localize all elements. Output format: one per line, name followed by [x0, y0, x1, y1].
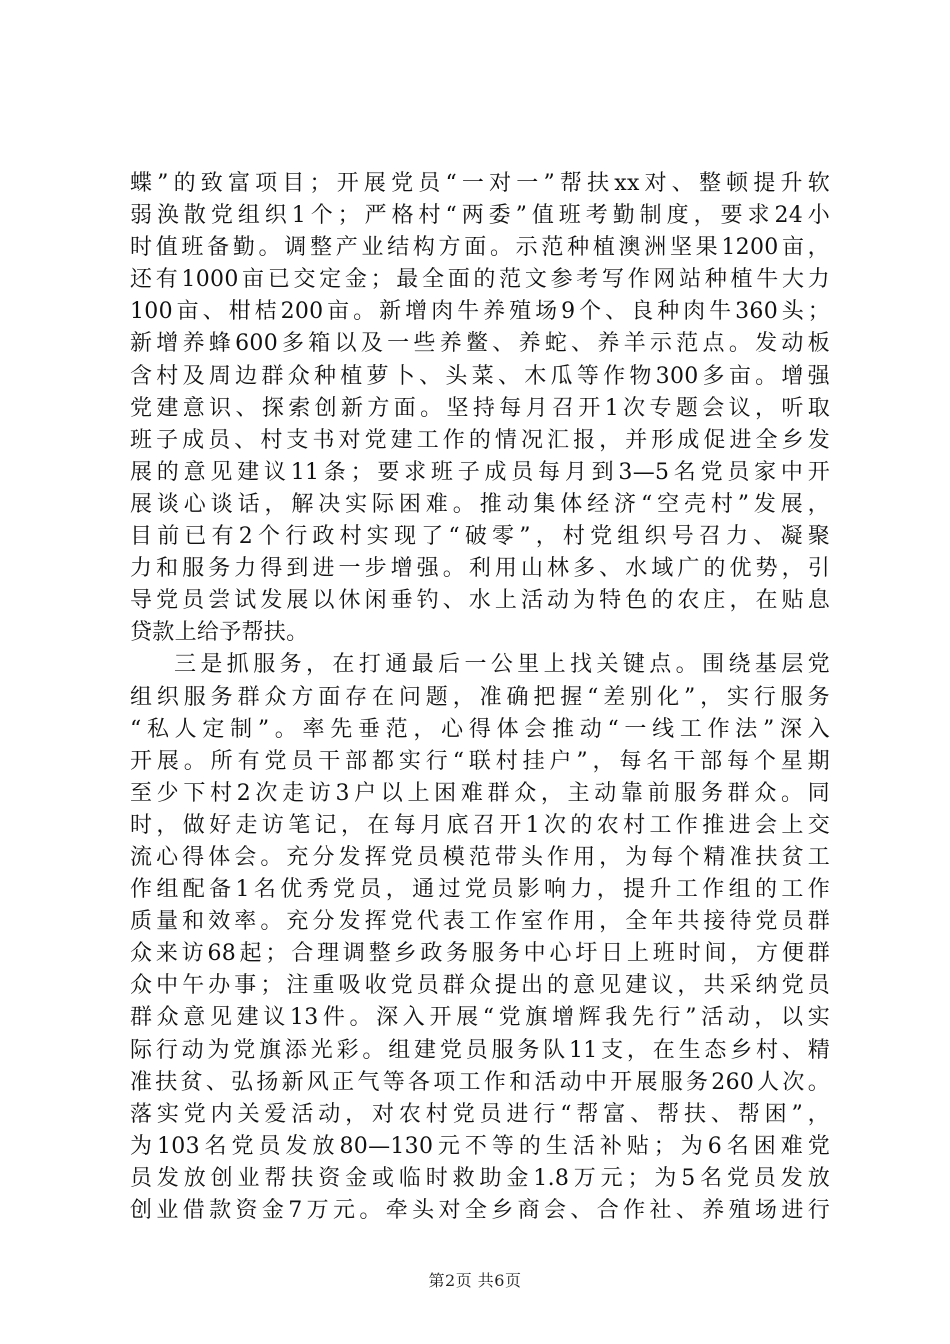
- text-line: 群众意见建议13件。深入开展“党旗增辉我先行”活动，以实: [130, 1005, 830, 1031]
- text-line: 至少下村2次走访3户以上困难群众，主动靠前服务群众。同: [130, 780, 830, 806]
- text-line: 开展。所有党员干部都实行“联村挂户”，每名干部每个星期: [130, 748, 830, 774]
- text-line: 展谈心谈话，解决实际困难。推动集体经济“空壳村”发展，: [130, 491, 830, 517]
- text-line: 众中午办事；注重吸收党员群众提出的意见建议，共采纳党员: [130, 973, 830, 999]
- text-line: 新增养蜂600多箱以及一些养鳖、养蛇、养羊示范点。发动板: [130, 331, 830, 357]
- text-line: 党建意识、探索创新方面。坚持每月召开1次专题会议，听取: [130, 395, 830, 421]
- text-line: 作组配备1名优秀党员，通过党员影响力，提升工作组的工作: [130, 877, 830, 903]
- text-line: 时，做好走访笔记，在每月底召开1次的农村工作推进会上交: [130, 812, 830, 838]
- text-line: 目前已有2个行政村实现了“破零”，村党组织号召力、凝聚: [130, 524, 830, 550]
- text-line: 组织服务群众方面存在问题，准确把握“差别化”，实行服务: [130, 684, 830, 710]
- text-line: 100亩、柑桔200亩。新增肉牛养殖场9个、良种肉牛360头；: [130, 299, 830, 325]
- paragraph-1: [130, 168, 830, 649]
- text-line: 时值班备勤。调整产业结构方面。示范种植澳洲坚果1200亩，: [130, 235, 830, 261]
- text-line: “私人定制”。率先垂范，心得体会推动“一线工作法”深入: [130, 716, 830, 742]
- text-line: 际行动为党旗添光彩。组建党员服务队11支，在生态乡村、精: [130, 1037, 830, 1063]
- text-line: 展的意见建议11条；要求班子成员每月到3—5名党员家中开: [130, 459, 830, 485]
- page-number-footer: 第2页 共6页: [428, 1271, 522, 1290]
- text-line: 蝶”的致富项目；开展党员“一对一”帮扶xx对、整顿提升软: [130, 171, 830, 196]
- text-line: 力和服务力得到进一步增强。利用山林多、水域广的优势，引: [130, 556, 830, 582]
- text-line: 流心得体会。充分发挥党员模范带头作用，为每个精准扶贫工: [130, 844, 830, 870]
- text-line: 员发放创业帮扶资金或临时救助金1.8万元；为5名党员发放: [130, 1165, 830, 1191]
- text-line: 还有1000亩已交定金；最全面的范文参考写作网站种植牛大力: [130, 267, 830, 293]
- paragraph-2: [130, 649, 830, 1227]
- text-line: 质量和效率。充分发挥党代表工作室作用，全年共接待党员群: [130, 909, 830, 935]
- text-line: 含村及周边群众种植萝卜、头菜、木瓜等作物300多亩。增强: [130, 363, 830, 389]
- text-line: 导党员尝试发展以休闲垂钓、水上活动为特色的农庄，在贴息: [130, 588, 830, 614]
- text-line: 班子成员、村支书对党建工作的情况汇报，并形成促进全乡发: [130, 427, 830, 453]
- text-line: 贷款上给予帮扶。: [130, 620, 309, 646]
- text-line: 弱涣散党组织1个；严格村“两委”值班考勤制度，要求24小: [130, 203, 830, 229]
- text-line: 为103名党员发放80—130元不等的生活补贴；为6名困难党: [130, 1133, 830, 1159]
- document-body: [130, 168, 830, 1227]
- text-line: 众来访68起；合理调整乡政务服务中心圩日上班时间，方便群: [130, 941, 830, 967]
- text-line: 准扶贫、弘扬新风正气等各项工作和活动中开展服务260人次。: [130, 1069, 830, 1095]
- text-line: 三是抓服务，在打通最后一公里上找关键点。围绕基层党: [174, 652, 830, 678]
- text-line: 落实党内关爱活动，对农村党员进行“帮富、帮扶、帮困”，: [130, 1101, 830, 1127]
- text-line: 创业借款资金7万元。牵头对全乡商会、合作社、养殖场进行: [130, 1198, 830, 1223]
